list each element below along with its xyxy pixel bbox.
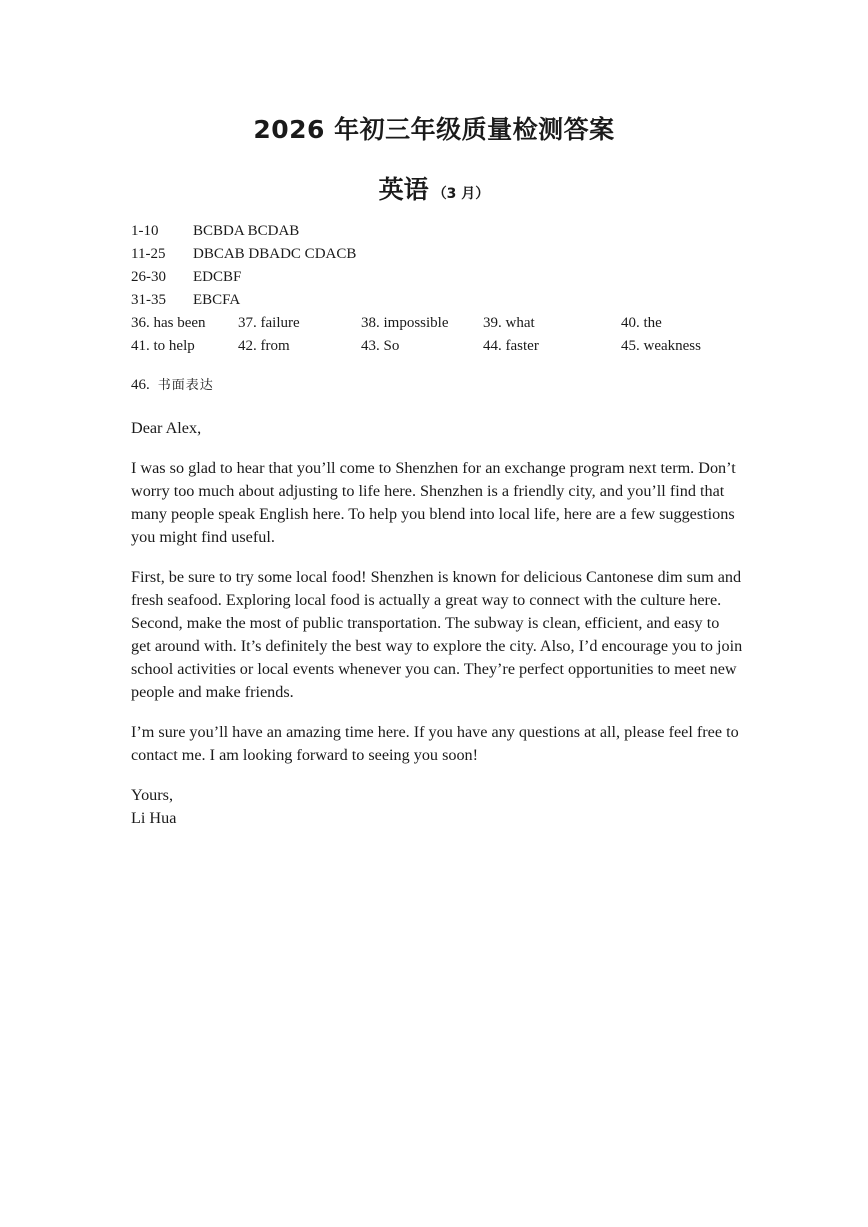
subject-name: 英语 [378,175,429,204]
answer-row [131,220,751,243]
fill-in-answer: 37. failure [238,315,300,331]
fill-in-answer: 38. impossible [361,315,449,331]
subject-heading [0,170,868,206]
model-essay [131,417,743,830]
letter-closing: Yours, [131,786,173,804]
question-range: 11-25 [131,246,166,262]
exam-month: （3 月） [432,186,490,202]
question-number: 46. [131,377,150,393]
fill-in-answer: 36. has been [131,315,206,331]
letter-salutation: Dear Alex, [131,419,202,437]
question-range: 1-10 [131,223,159,239]
page-title: 2026 年初三年级质量检测答案 [253,115,615,144]
writing-section-heading [131,374,214,394]
question-range: 26-30 [131,269,166,285]
answer-row [131,266,751,289]
fill-in-answer-row [131,335,751,358]
answer-letters: EBCFA [193,292,241,308]
fill-in-answer: 40. the [621,315,662,331]
letter-paragraph: First, be sure to try some local food! Shenzhen is known for delicious Cantonese dim sum and fresh seafood. Exploring local food is actually a great way to connect with the culture here. Second, make the most of public transportation. The subway is clean, efficient, and easy to get around with. It’s definitely the best way to explore the city. Also, I’d encourage you to join school activities or local events whenever you can. They’re perfect opportunities to meet new people and make friends. [131,568,743,701]
letter-signature: Li Hua [131,809,177,827]
answer-letters: EDCBF [193,269,242,285]
writing-section-label: 书面表达 [157,378,214,393]
fill-in-answer: 44. faster [483,338,539,354]
letter-paragraph: I was so glad to hear that you’ll come to Shenzhen for an exchange program next term. Don’t worry too much about adjusting to life here. Shenzhen is a friendly city, and you’ll find that many people speak English here. To help you blend into local life, here are a few suggestions you might find useful. [131,459,736,546]
fill-in-answer: 45. weakness [621,338,701,354]
question-range: 31-35 [131,292,166,308]
answer-key [131,220,751,358]
fill-in-answer: 41. to help [131,338,195,354]
letter-paragraph: I’m sure you’ll have an amazing time here. If you have any questions at all, please feel free to contact me. I am looking forward to seeing you soon! [131,723,739,764]
answer-letters: BCBDA BCDAB [193,223,300,239]
fill-in-answer: 42. from [238,338,290,354]
answer-letters: DBCAB DBADC CDACB [193,246,357,262]
fill-in-answer-row [131,312,751,335]
answer-row [131,289,751,312]
fill-in-answer: 43. So [361,338,400,354]
answer-row [131,243,751,266]
fill-in-answer: 39. what [483,315,535,331]
